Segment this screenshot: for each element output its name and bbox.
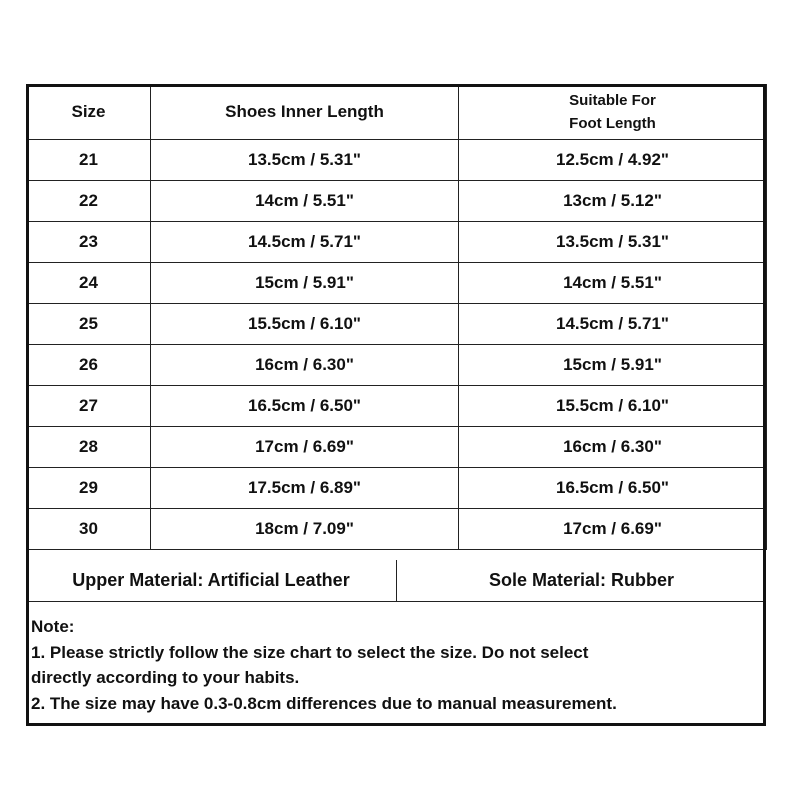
inner-length-cell: 14.5cm / 5.71" xyxy=(151,222,459,263)
size-cell: 24 xyxy=(27,263,151,304)
foot-length-cell: 16cm / 6.30" xyxy=(459,427,767,468)
inner-length-cell: 18cm / 7.09" xyxy=(151,509,459,550)
foot-length-cell: 13.5cm / 5.31" xyxy=(459,222,767,263)
note-title: Note: xyxy=(31,617,75,636)
size-cell: 21 xyxy=(27,140,151,181)
note-line-3: 2. The size may have 0.3-0.8cm differences due to manual measurement. xyxy=(31,693,617,713)
size-cell: 27 xyxy=(27,386,151,427)
inner-length-cell: 14cm / 5.51" xyxy=(151,181,459,222)
size-cell: 26 xyxy=(27,345,151,386)
foot-length-cell: 17cm / 6.69" xyxy=(459,509,767,550)
note-line-1: 1. Please strictly follow the size chart to select the size. Do not select xyxy=(31,642,589,662)
inner-length-cell: 15cm / 5.91" xyxy=(151,263,459,304)
inner-length-cell: 16.5cm / 6.50" xyxy=(151,386,459,427)
size-cell: 25 xyxy=(27,304,151,345)
header-size: Size xyxy=(27,85,151,140)
size-cell: 29 xyxy=(27,468,151,509)
note-line-2: directly according to your habits. xyxy=(31,668,300,687)
header-foot-length-line2: Foot Length xyxy=(569,115,656,132)
header-inner-length: Shoes Inner Length xyxy=(151,85,459,140)
inner-length-cell: 17.5cm / 6.89" xyxy=(151,468,459,509)
foot-length-cell: 14.5cm / 5.71" xyxy=(459,304,767,345)
inner-length-cell: 17cm / 6.69" xyxy=(151,427,459,468)
inner-length-cell: 15.5cm / 6.10" xyxy=(151,304,459,345)
foot-length-cell: 15cm / 5.91" xyxy=(459,345,767,386)
outer-frame xyxy=(26,84,766,726)
foot-length-cell: 16.5cm / 6.50" xyxy=(459,468,767,509)
size-cell: 28 xyxy=(27,427,151,468)
foot-length-cell: 12.5cm / 4.92" xyxy=(459,140,767,181)
foot-length-cell: 15.5cm / 6.10" xyxy=(459,386,767,427)
foot-length-cell: 13cm / 5.12" xyxy=(459,181,767,222)
size-cell: 22 xyxy=(27,181,151,222)
size-cell: 30 xyxy=(27,509,151,550)
sole-material-cell: Sole Material: Rubber xyxy=(488,570,675,590)
inner-length-cell: 16cm / 6.30" xyxy=(151,345,459,386)
foot-length-cell: 14cm / 5.51" xyxy=(459,263,767,304)
upper-material-cell: Upper Material: Artificial Leather xyxy=(26,560,397,601)
header-foot-length-line1: Suitable For xyxy=(569,92,656,109)
size-cell: 23 xyxy=(27,222,151,263)
inner-length-cell: 13.5cm / 5.31" xyxy=(151,140,459,181)
